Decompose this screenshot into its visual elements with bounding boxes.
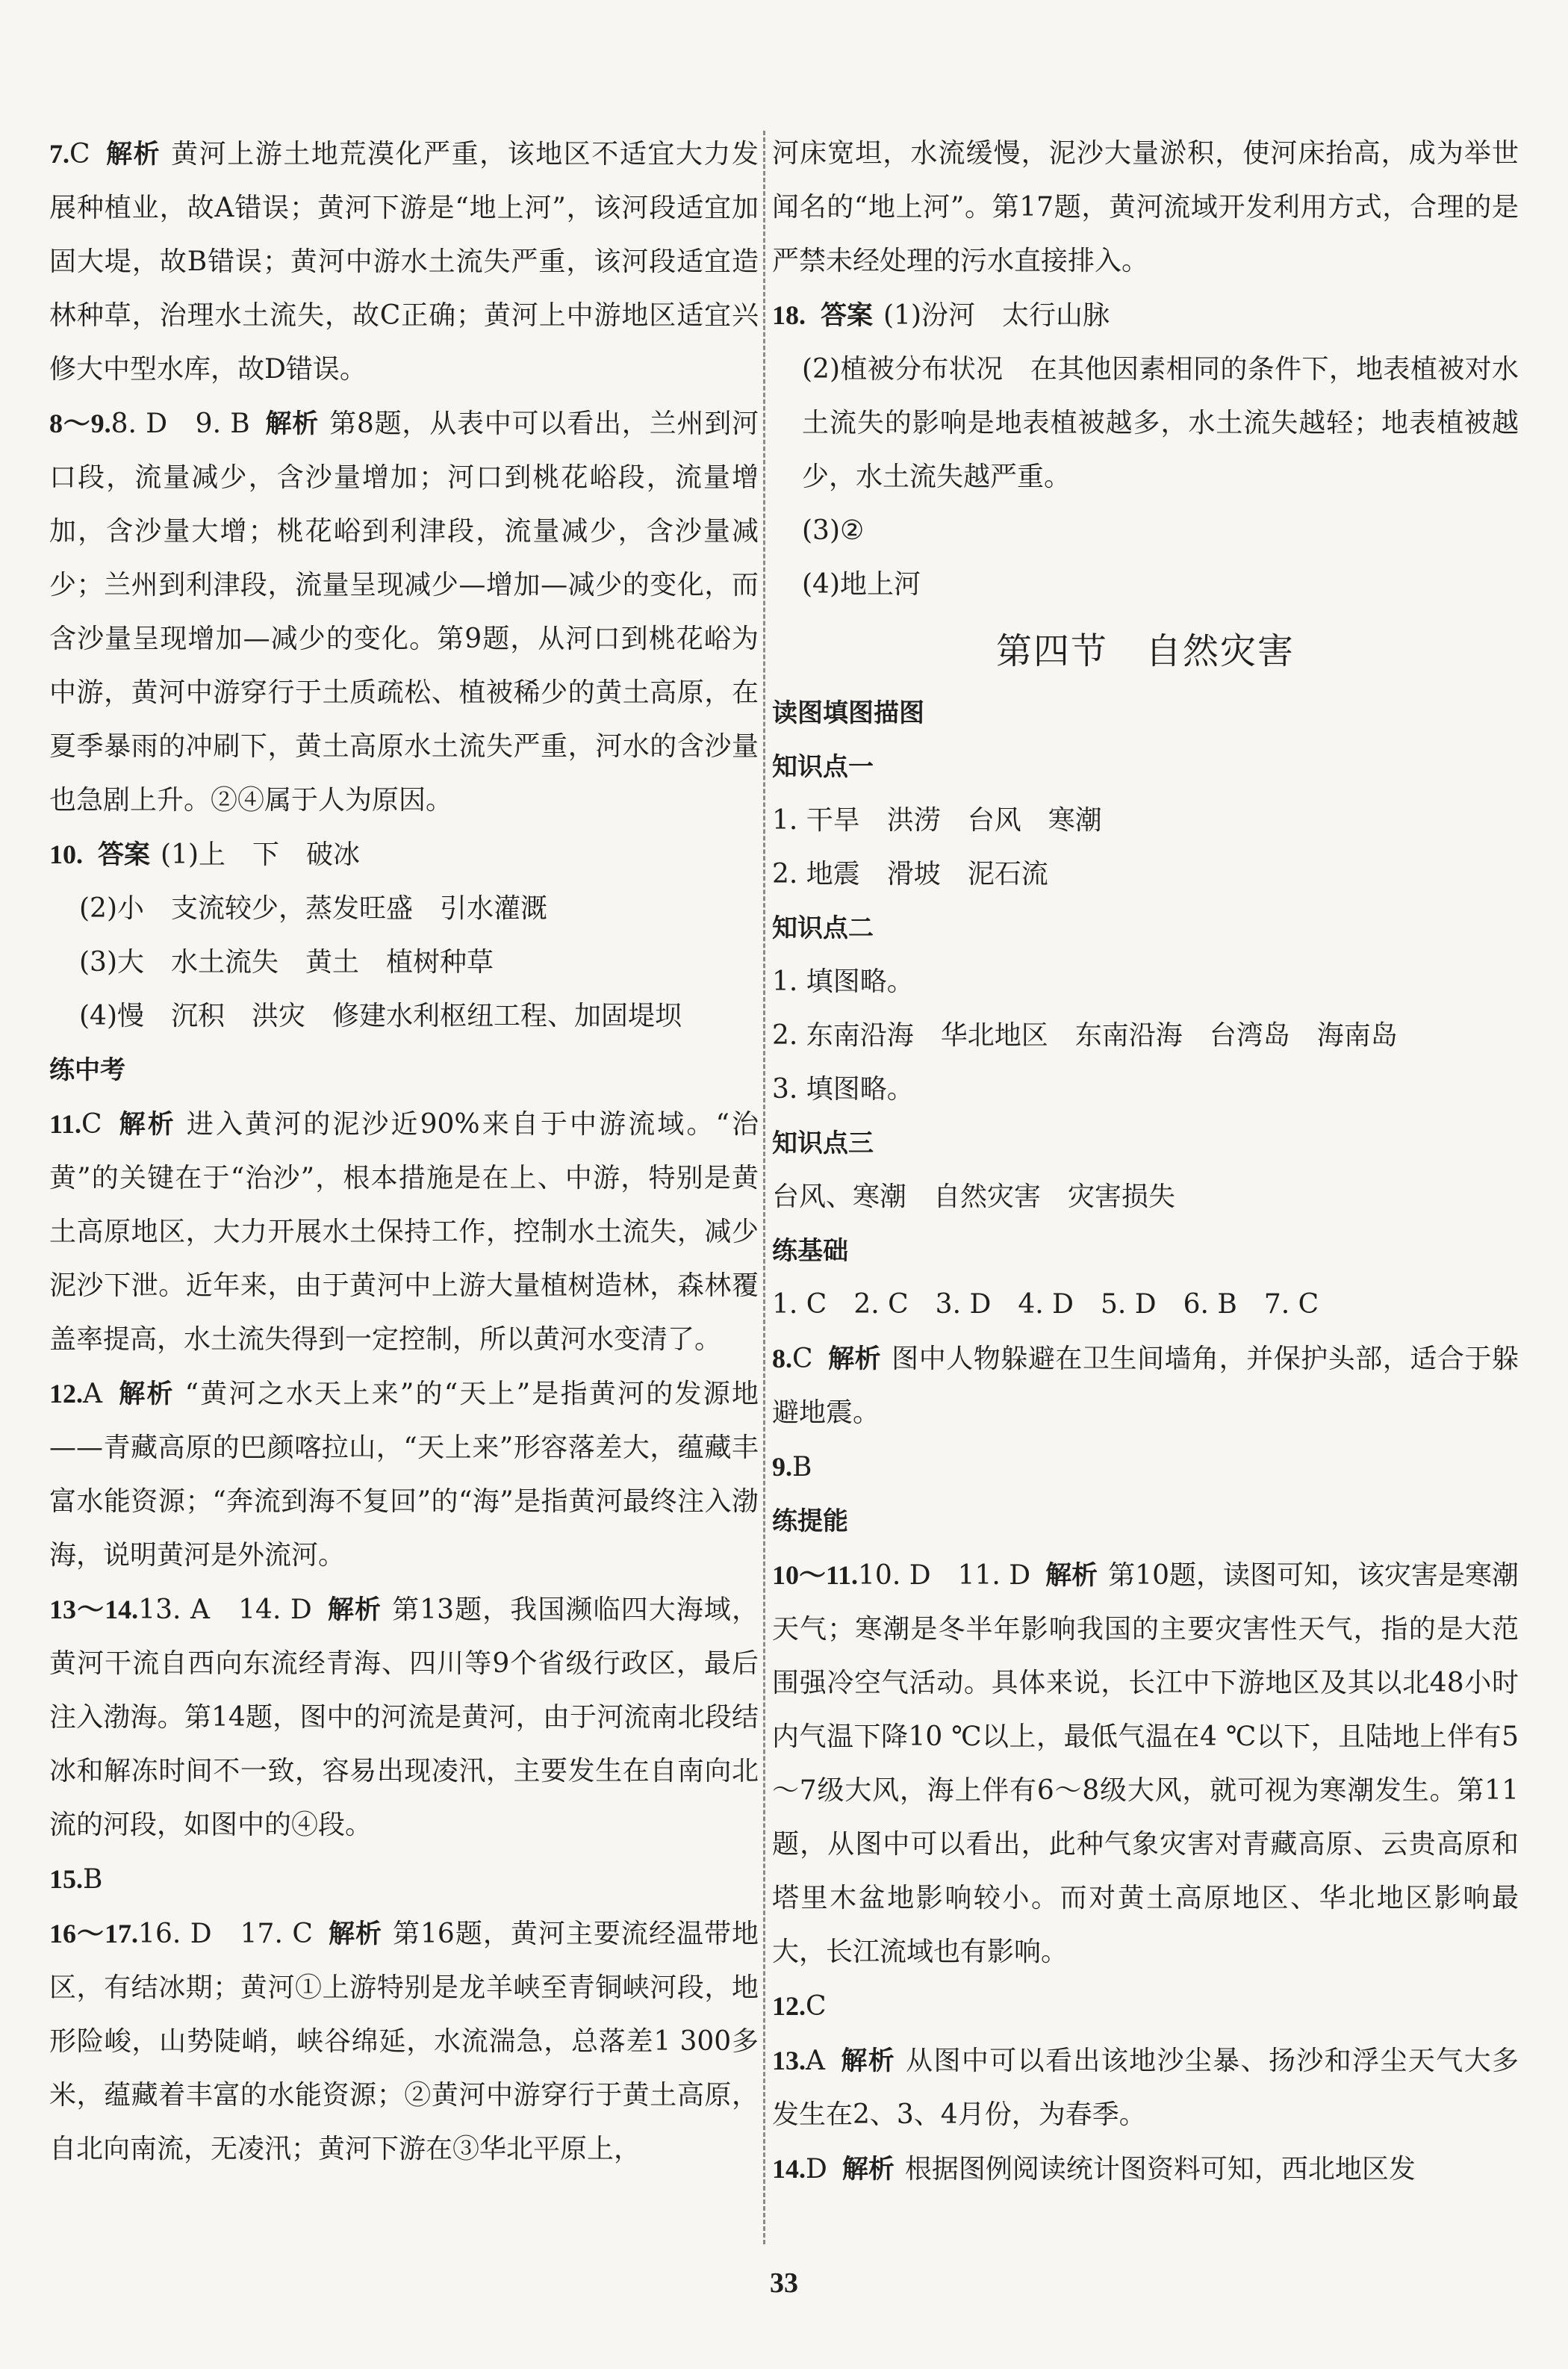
question-15 [49,1852,759,1907]
answer: 8. D 9. B [111,409,250,439]
answer-label: 答案 [98,840,151,870]
analysis-text: 黄河上游土地荒漠化严重，该地区不适宜大力发展种植业，故A错误；黄河下游是“地上河”，该河段适宜加固大堤，故B错误；黄河中游水土流失严重，该河段适宜造林种草，治理水土流失，故C正确；黄河上中游地区适宜兴修大中型水库，故D错误。 [49,139,759,385]
question-13 [772,2034,1519,2142]
question-number: 12. [772,1991,806,2021]
answer: 16. D 17. C [138,1919,313,1949]
analysis-text: 第10题，读图可知，该灾害是寒潮天气；寒潮是冬半年影响我国的主要灾害性天气，指的是大范围强冷空气活动。具体来说，长江中下游地区及其以北48小时内气温下降10 ℃以上，最低气温在4 ℃以下，且陆地上伴有5～7级大风，海上伴有6～8级大风，就可视为寒潮发生。第11题，从图中可以看出，此种气象灾害对青藏高原、云贵高原和塔里木盆地影响较小。而对黄土高原地区、华北地区影响最大，长江流域也有影响。 [772,1560,1519,1967]
answer: B [83,1864,103,1895]
basic-answers: 1. C 2. C 3. D 4. D 5. D 6. B 7. C [772,1289,1319,1320]
right-column [772,127,1519,2196]
question-11 [49,1097,759,1367]
answer-line: (1)上 下 破冰 [161,839,361,870]
question-18 [772,288,1519,343]
answer: A [83,1379,102,1409]
practice-improve-heading: 练提能 [772,1506,848,1536]
question-9 [772,1440,1519,1494]
answer-line: 台风、寒潮 自然灾害 灾害损失 [772,1182,1176,1212]
question-14 [772,2142,1519,2196]
question-number: 7. [49,139,69,169]
answer-line: 3. 填图略。 [772,1074,914,1105]
question-number: 13. [772,2046,806,2075]
analysis-label: 解析 [327,1919,382,1949]
analysis-label: 解析 [841,2155,895,2185]
analysis-text: 根据图例阅读统计图资料可知，西北地区发 [904,2154,1416,2185]
answer-line: (3)② [802,515,865,546]
analysis-label: 解析 [117,1379,175,1409]
answer-line: 2. 地震 滑坡 泥石流 [772,859,1048,889]
knowledge-point-3-heading: 知识点三 [772,1128,874,1158]
question-number: 10～11. [772,1560,859,1590]
analysis-text: 第13题，我国濒临四大海域，黄河干流自西向东流经青海、四川等9个省级行政区，最后注入渤海。第14题，图中的河流是黄河，由于河流南北段结冰和解冻时间不一致，容易出现凌汛，主要发生在自南向北流的河段，如图中的④段。 [49,1595,759,1840]
answer: C [81,1109,102,1140]
answer-line: 1. 填图略。 [772,966,914,997]
answer: D [806,2154,827,2185]
question-number: 8. [772,1344,792,1373]
question-10 [49,828,759,882]
analysis-label: 解析 [1045,1561,1098,1591]
question-number: 18. [772,300,806,330]
answer-line: (3)大 水土流失 黄土 植树种草 [79,947,494,978]
answer-line: 1. 干旱 洪涝 台风 寒潮 [772,805,1102,836]
answer: C [792,1344,813,1374]
answer: 13. A 14. D [138,1595,312,1625]
question-number: 15. [49,1864,83,1894]
knowledge-point-2-heading: 知识点二 [772,913,874,943]
answer-line: (4)地上河 [802,569,921,600]
answer: 10. D 11. D [858,1560,1031,1591]
answer-line: (2)小 支流较少，蒸发旺盛 引水灌溉 [79,893,547,924]
question-10-11 [772,1548,1519,1979]
question-number: 9. [772,1452,792,1482]
practice-basic-heading: 练基础 [772,1236,848,1266]
column-divider [763,131,765,2244]
answer: C [806,1991,827,2022]
answer: A [806,2046,825,2076]
question-number: 8～9. [49,409,111,438]
answer-line: (1)汾河 太行山脉 [883,300,1110,331]
analysis-text: 进入黄河的泥沙近90%来自于中游流域。“治黄”的关键在于“治沙”，根本措施是在上、中游，特别是黄土高原地区，大力开展水土保持工作，控制水土流失，减少泥沙下泄。近年来，由于黄河中上游大量植树造林，森林覆盖率提高，水土流失得到一定控制，所以黄河水变清了。 [49,1109,759,1355]
analysis-text: 第16题，黄河主要流经温带地区，有结冰期；黄河①上游特别是龙羊峡至青铜峡河段，地形险峻，山势陡峭，峡谷绵延，水流湍急，总落差1 300多米，蕴藏着丰富的水能资源；②黄河中游穿行于黄土高原，自北向南流，无凌汛；黄河下游在③华北平原上， [49,1919,759,2164]
practice-exam-heading: 练中考 [49,1055,125,1085]
question-8 [772,1332,1519,1440]
analysis-label: 解析 [264,409,320,439]
read-map-heading: 读图填图描图 [772,698,924,728]
question-number: 10. [49,839,83,869]
question-number: 11. [49,1109,82,1139]
question-12 [772,1979,1519,2034]
question-number: 14. [772,2154,806,2184]
analysis-text: 从图中可以看出该地沙尘暴、扬沙和浮尘天气大多发生在2、3、4月份，为春季。 [772,2046,1519,2130]
analysis-text: “黄河之水天上来”的“天上”是指黄河的发源地——青藏高原的巴颜喀拉山，“天上来”形容落差大，蕴藏丰富水能资源；“奔流到海不复回”的“海”是指黄河最终注入渤海，说明黄河是外流河。 [49,1379,759,1571]
question-16-17-continued: 河床宽坦，水流缓慢，泥沙大量淤积，使河床抬高，成为举世闻名的“地上河”。第17题，黄河流域开发利用方式，合理的是严禁未经处理的污水直接排入。 [772,138,1519,276]
question-13-14 [49,1583,759,1852]
answer-line: (4)慢 沉积 洪灾 修建水利枢纽工程、加固堤坝 [79,1001,682,1031]
analysis-label: 解析 [116,1110,176,1140]
analysis-text: 第8题，从表中可以看出，兰州到河口段，流量减少，含沙量增加；河口到桃花峪段，流量增加，含沙量大增；桃花峪到利津段，流量减少，含沙量减少；兰州到利津段，流量呈现减少—增加—减少的变化，而含沙量呈现增加—减少的变化。第9题，从河口到桃花峪为中游，黄河中游穿行于土质疏松、植被稀少的黄土高原，在夏季暴雨的冲刷下，黄土高原水土流失严重，河水的含沙量也急剧上升。②④属于人为原因。 [49,409,759,816]
analysis-label: 解析 [827,1344,882,1374]
section-title: 第四节 自然灾害 [995,630,1295,672]
question-number: 13～14. [49,1595,139,1624]
question-12 [49,1367,759,1583]
question-number: 12. [49,1379,83,1409]
question-8-9 [49,397,759,828]
answer: B [792,1452,812,1482]
answer: C [69,139,90,170]
analysis-label: 解析 [105,140,161,170]
answer-line: (2)植被分布状况 在其他因素相同的条件下，地表植被对水土流失的影响是地表植被越多，水土流失越轻；地表植被越少，水土流失越严重。 [802,354,1519,492]
page-number: 33 [770,2267,798,2299]
question-7 [49,127,759,397]
answer-label: 答案 [821,301,874,331]
analysis-label: 解析 [840,2046,896,2076]
analysis-text: 图中人物躲避在卫生间墙角，并保护头部，适合于躲避地震。 [772,1344,1519,1428]
answer-line: 2. 东南沿海 华北地区 东南沿海 台湾岛 海南岛 [772,1020,1398,1051]
knowledge-point-1-heading: 知识点一 [772,752,874,782]
question-number: 16～17. [49,1919,139,1949]
left-column [49,127,759,2176]
analysis-label: 解析 [326,1595,382,1625]
question-16-17 [49,1907,759,2176]
